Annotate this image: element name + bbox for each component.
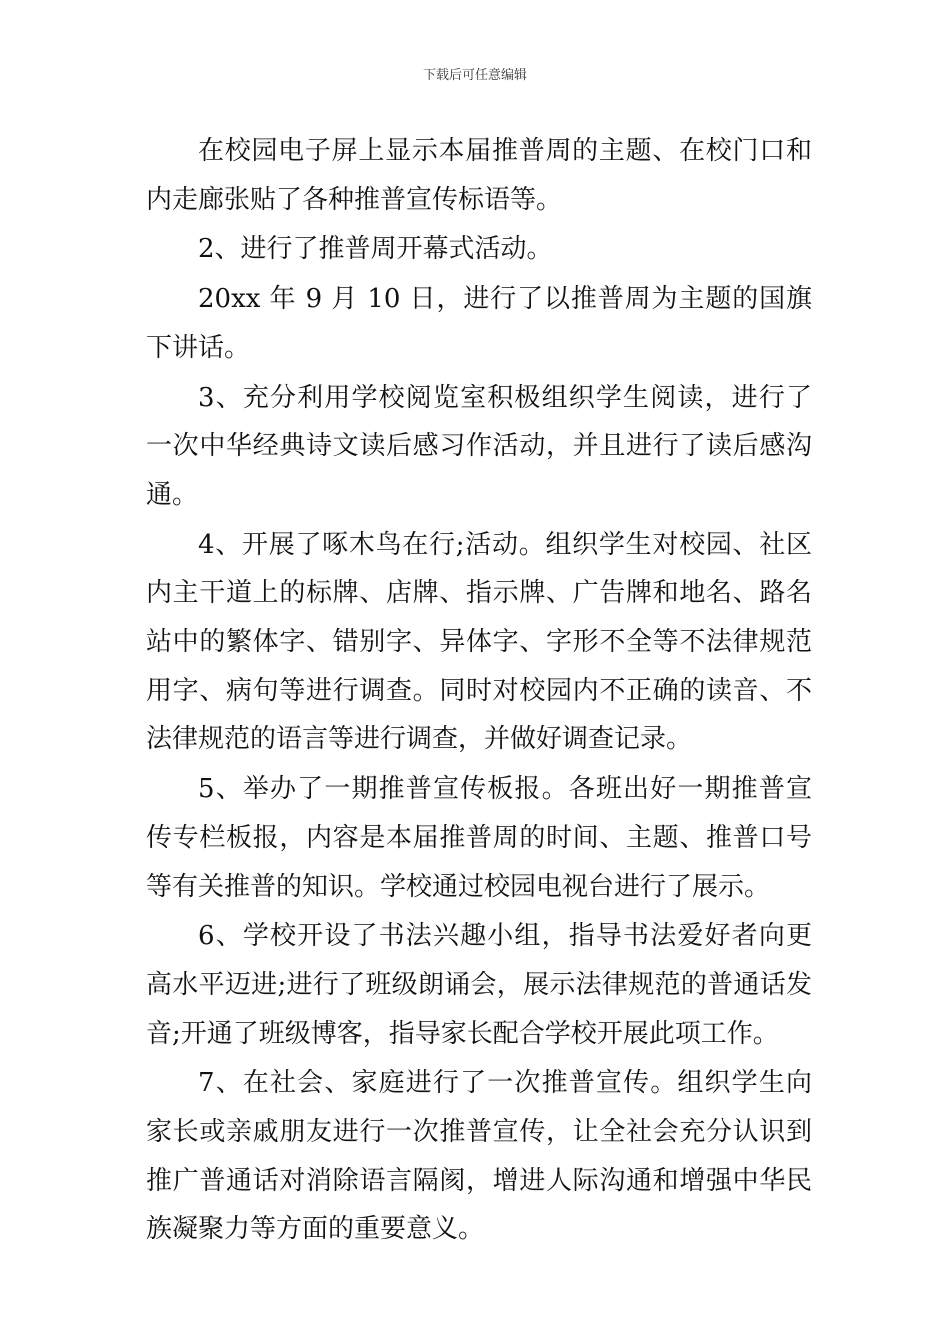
paragraph-item-4: 4、开展了啄木鸟在行;活动。组织学生对校园、社区内主干道上的标牌、店牌、指示牌、广告牌和地名、路名站中的繁体字、错别字、异体字、字形不全等不法律规范用字、病句等进行调查。同时对校园内不正确的读音、不法律规范的语言等进行调查，并做好调查记录。 (146, 529, 812, 755)
paragraph-item-2-detail: 20xx 年 9 月 10 日，进行了以推普周为主题的国旗下讲话。 (146, 284, 812, 363)
paragraph-item-6: 6、学校开设了书法兴趣小组，指导书法爱好者向更高水平迈进;进行了班级朗诵会，展示法律规范的普通话发音;开通了班级博客，指导家长配合学校开展此项工作。 (146, 921, 812, 1049)
paragraph-item-3: 3、充分利用学校阅览室积极组织学生阅读，进行了一次中华经典诗文读后感习作活动，并且进行了读后感沟通。 (146, 382, 812, 510)
paragraph-item-2: 2、进行了推普周开幕式活动。 (198, 234, 553, 265)
paragraph-intro: 在校园电子屏上显示本届推普周的主题、在校门口和内走廊张贴了各种推普宣传标语等。 (146, 136, 812, 215)
paragraph-item-7: 7、在社会、家庭进行了一次推普宣传。组织学生向家长或亲戚朋友进行一次推普宣传，让全社会充分认识到推广普通话对消除语言隔阂，增进人际沟通和增强中华民族凝聚力等方面的重要意义。 (146, 1068, 812, 1245)
page-header-note: 下载后可任意编辑 (422, 68, 527, 83)
document-body (146, 127, 812, 1255)
paragraph-item-5: 5、举办了一期推普宣传板报。各班出好一期推普宣传专栏板报，内容是本届推普周的时间、主题、推普口号等有关推普的知识。学校通过校园电视台进行了展示。 (146, 774, 812, 902)
